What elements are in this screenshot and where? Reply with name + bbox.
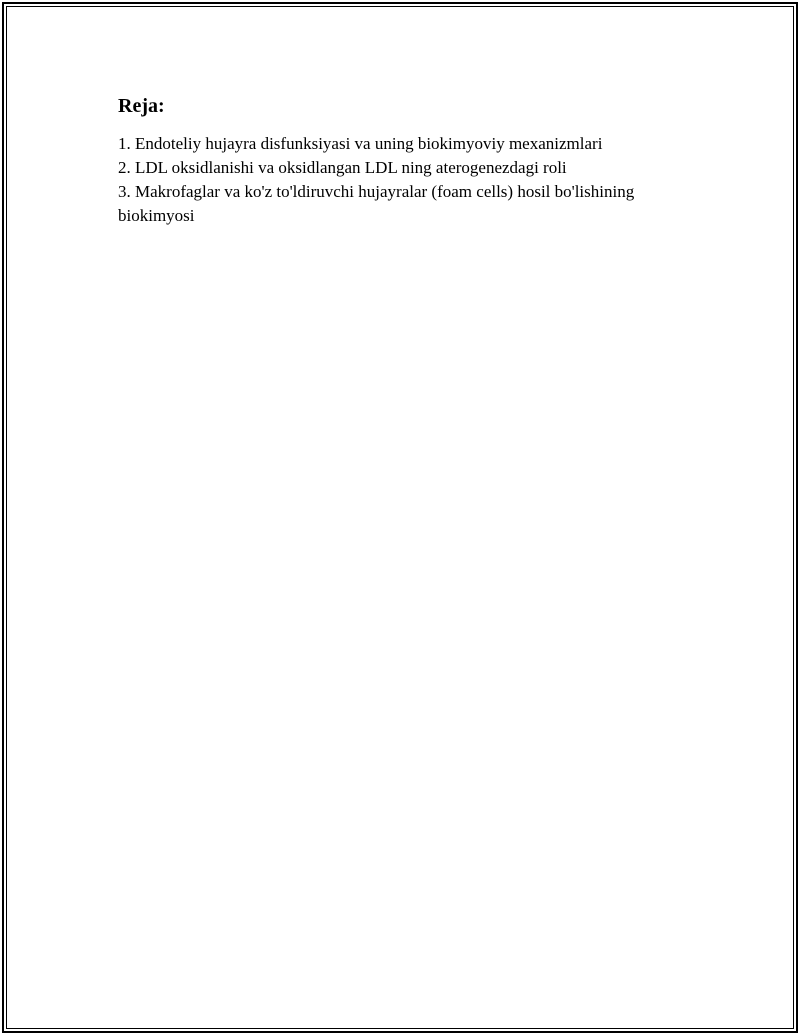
plan-heading: Reja: — [118, 95, 165, 117]
page-content — [118, 94, 698, 228]
plan-item-2: 2. LDL oksidlanishi va oksidlangan LDL ning aterogenezdagi roli — [118, 158, 567, 177]
plan-list — [118, 132, 698, 228]
plan-item-3: 3. Makrofaglar va ko'z to'ldiruvchi hujayralar (foam cells) hosil bo'lishining biokimyosi — [118, 182, 635, 225]
plan-item-1: 1. Endoteliy hujayra disfunksiyasi va uning biokimyoviy mexanizmlari — [118, 134, 603, 153]
